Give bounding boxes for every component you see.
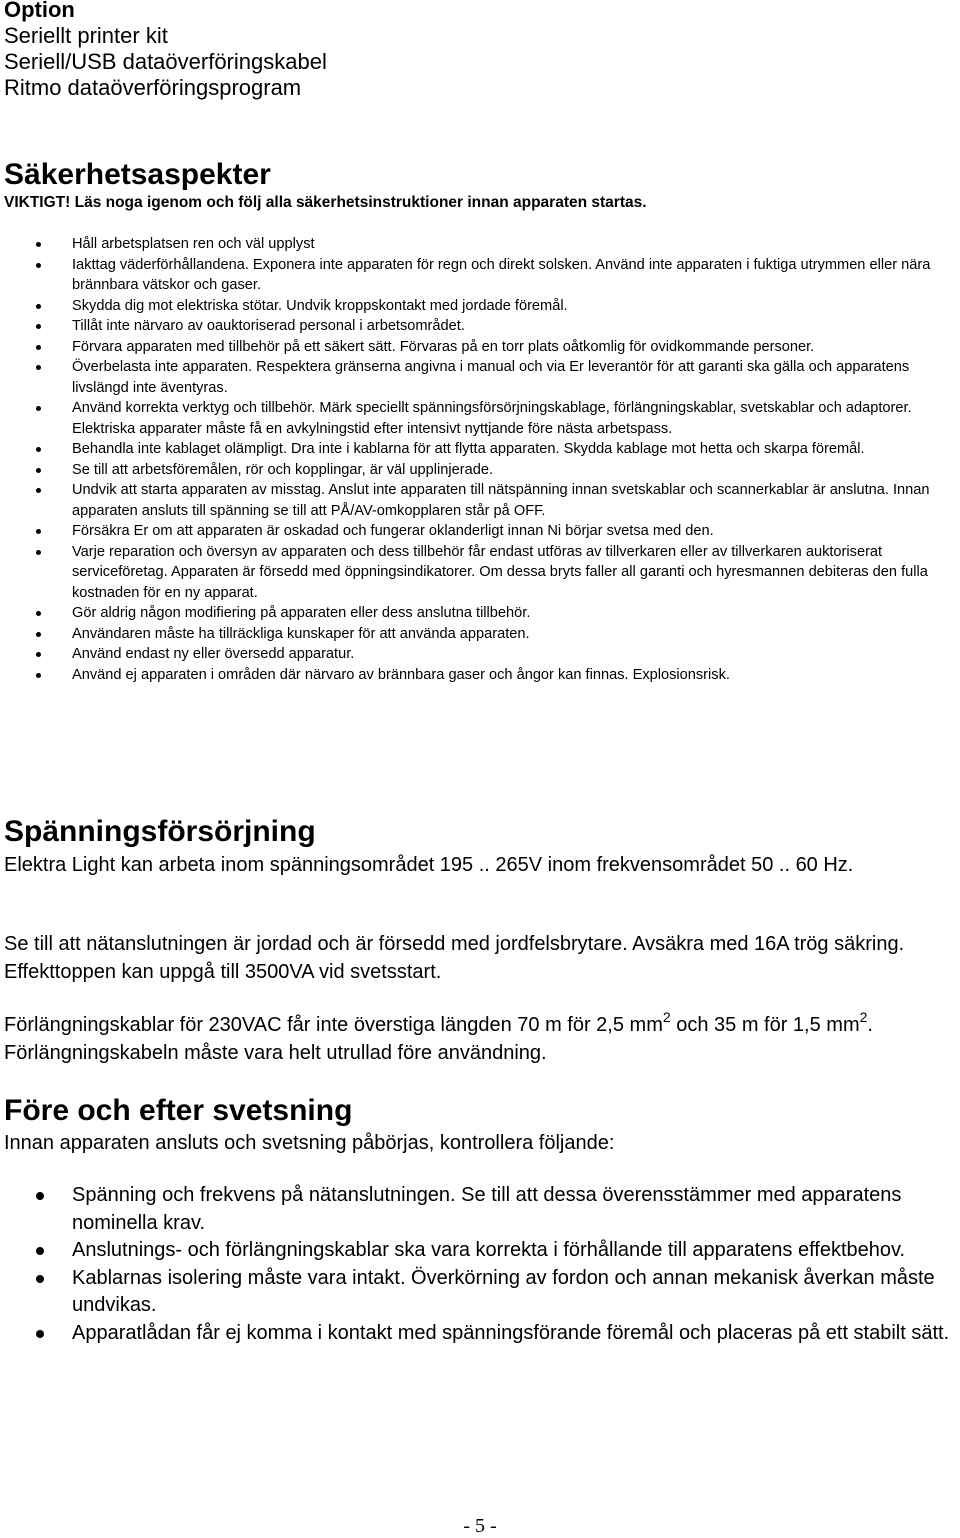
bullet-icon bbox=[36, 1275, 44, 1283]
list-item: Håll arbetsplatsen ren och väl upplyst bbox=[0, 234, 958, 255]
list-item: Iakttag väderförhållandena. Exponera inte apparaten för regn och direkt solsken. Använd inte apparaten i fuktiga utrymmen eller nära brännbara vätskor och gaser. bbox=[0, 255, 958, 296]
option-item: Seriellt printer kit bbox=[4, 23, 168, 48]
list-item: Anslutnings- och förlängningskablar ska vara korrekta i förhållande till apparatens effektbehov. bbox=[0, 1237, 956, 1265]
bullet-icon bbox=[36, 304, 41, 309]
list-item: Använd korrekta verktyg och tillbehör. Märk speciellt spänningsförsörjningskablage, förlängningskablar, svetskablar och adaptorer. Elektriska apparater måste få en avkylningstid efter intensivt nyttjande före nästa arbetspass. bbox=[0, 398, 958, 439]
list-item: Gör aldrig någon modifiering på apparaten eller dess anslutna tillbehör. bbox=[0, 603, 958, 624]
option-heading: Option bbox=[4, 0, 75, 22]
list-item: Tillåt inte närvaro av oauktoriserad personal i arbetsområdet. bbox=[0, 316, 958, 337]
bullet-icon bbox=[36, 468, 41, 473]
bullet-icon bbox=[36, 263, 41, 268]
list-item: Apparatlådan får ej komma i kontakt med spänningsförande föremål och placeras på ett stabilt sätt. bbox=[0, 1320, 956, 1348]
bullet-icon bbox=[36, 447, 41, 452]
list-item: Behandla inte kablaget olämpligt. Dra inte i kablarna för att flytta apparaten. Skydda kablage mot hetta och skarpa föremål. bbox=[0, 439, 958, 460]
list-item: Skydda dig mot elektriska stötar. Undvik kroppskontakt med jordade föremål. bbox=[0, 296, 958, 317]
list-item: Spänning och frekvens på nätanslutningen. Se till att dessa överensstämmer med apparatens nominella krav. bbox=[0, 1182, 956, 1237]
safety-list bbox=[0, 234, 958, 685]
list-item: Förvara apparaten med tillbehör på ett säkert sätt. Förvaras på en torr plats oåtkomlig för ovidkommande personer. bbox=[0, 337, 958, 358]
bullet-icon bbox=[36, 406, 41, 411]
power-heading: Spänningsförsörjning bbox=[4, 815, 316, 848]
option-item: Ritmo dataöverföringsprogram bbox=[4, 75, 302, 100]
bullet-icon bbox=[36, 611, 41, 616]
list-item: Se till att arbetsföremålen, rör och kopplingar, är väl upplinjerade. bbox=[0, 460, 958, 481]
safety-heading: Säkerhetsaspekter bbox=[4, 158, 271, 191]
list-item: Använd endast ny eller översedd apparatur. bbox=[0, 644, 958, 665]
power-paragraph-2: Se till att nätanslutningen är jordad och är försedd med jordfelsbrytare. Avsäkra med 16A trög säkring. Effekttoppen kan uppgå till 3500VA vid svetsstart. bbox=[4, 933, 905, 983]
option-item: Seriell/USB dataöverföringskabel bbox=[4, 49, 327, 74]
power-paragraph-1: Elektra Light kan arbeta inom spänningsområdet 195 .. 265V inom frekvensområdet 50 .. 60 Hz. bbox=[4, 854, 854, 876]
bullet-icon bbox=[36, 1192, 44, 1200]
bullet-icon bbox=[36, 324, 41, 329]
before-heading: Före och efter svetsning bbox=[4, 1094, 353, 1127]
list-item: Överbelasta inte apparaten. Respektera gränserna angivna i manual och via Er leverantör för att garanti ska gälla och apparatens livslängd inte äventyras. bbox=[0, 357, 958, 398]
list-item: Kablarnas isolering måste vara intakt. Överkörning av fordon och annan mekanisk åverkan måste undvikas. bbox=[0, 1265, 956, 1320]
bullet-icon bbox=[36, 488, 41, 493]
bullet-icon bbox=[36, 550, 41, 555]
bullet-icon bbox=[36, 529, 41, 534]
bullet-icon bbox=[36, 1247, 44, 1255]
power-paragraph-3: Förlängningskablar för 230VAC får inte överstiga längden 70 m för 2,5 $mm^2$ och 35 m för 1,5 $mm^2$. Förlängningskabeln måste vara helt utrullad före användning. bbox=[4, 1009, 873, 1064]
bullet-icon bbox=[36, 345, 41, 350]
list-item: Varje reparation och översyn av apparaten och dess tillbehör får endast utföras av tillverkaren eller av tillverkaren auktoriserat serviceföretag. Apparaten är försedd med öppningsindikatorer. Om dessa bryts faller all garanti och hyresmannen debiteras den fulla kostnaden för en ny apparat. bbox=[0, 542, 958, 604]
bullet-icon bbox=[36, 673, 41, 678]
bullet-icon bbox=[36, 632, 41, 637]
safety-warning: VIKTIGT! Läs noga igenom och följ alla säkerhetsinstruktioner innan apparaten startas. bbox=[4, 194, 647, 211]
page-number: - 5 - bbox=[463, 1515, 497, 1537]
list-item: Undvik att starta apparaten av misstag. Anslut inte apparaten till nätspänning innan svetskablar och scannerkablar är anslutna. Innan apparaten ansluts till spänning se till att PÅ/AV-omkopplaren står på OFF. bbox=[0, 480, 958, 521]
before-intro: Innan apparaten ansluts och svetsning påbörjas, kontrollera följande: bbox=[4, 1132, 615, 1154]
list-item: Användaren måste ha tillräckliga kunskaper för att använda apparaten. bbox=[0, 624, 958, 645]
before-list bbox=[0, 1182, 956, 1347]
list-item: Använd ej apparaten i områden där närvaro av brännbara gaser och ångor kan finnas. Explosionsrisk. bbox=[0, 665, 958, 686]
bullet-icon bbox=[36, 365, 41, 370]
list-item: Försäkra Er om att apparaten är oskadad och fungerar oklanderligt innan Ni börjar svetsa med den. bbox=[0, 521, 958, 542]
bullet-icon bbox=[36, 242, 41, 247]
bullet-icon bbox=[36, 652, 41, 657]
bullet-icon bbox=[36, 1330, 44, 1338]
